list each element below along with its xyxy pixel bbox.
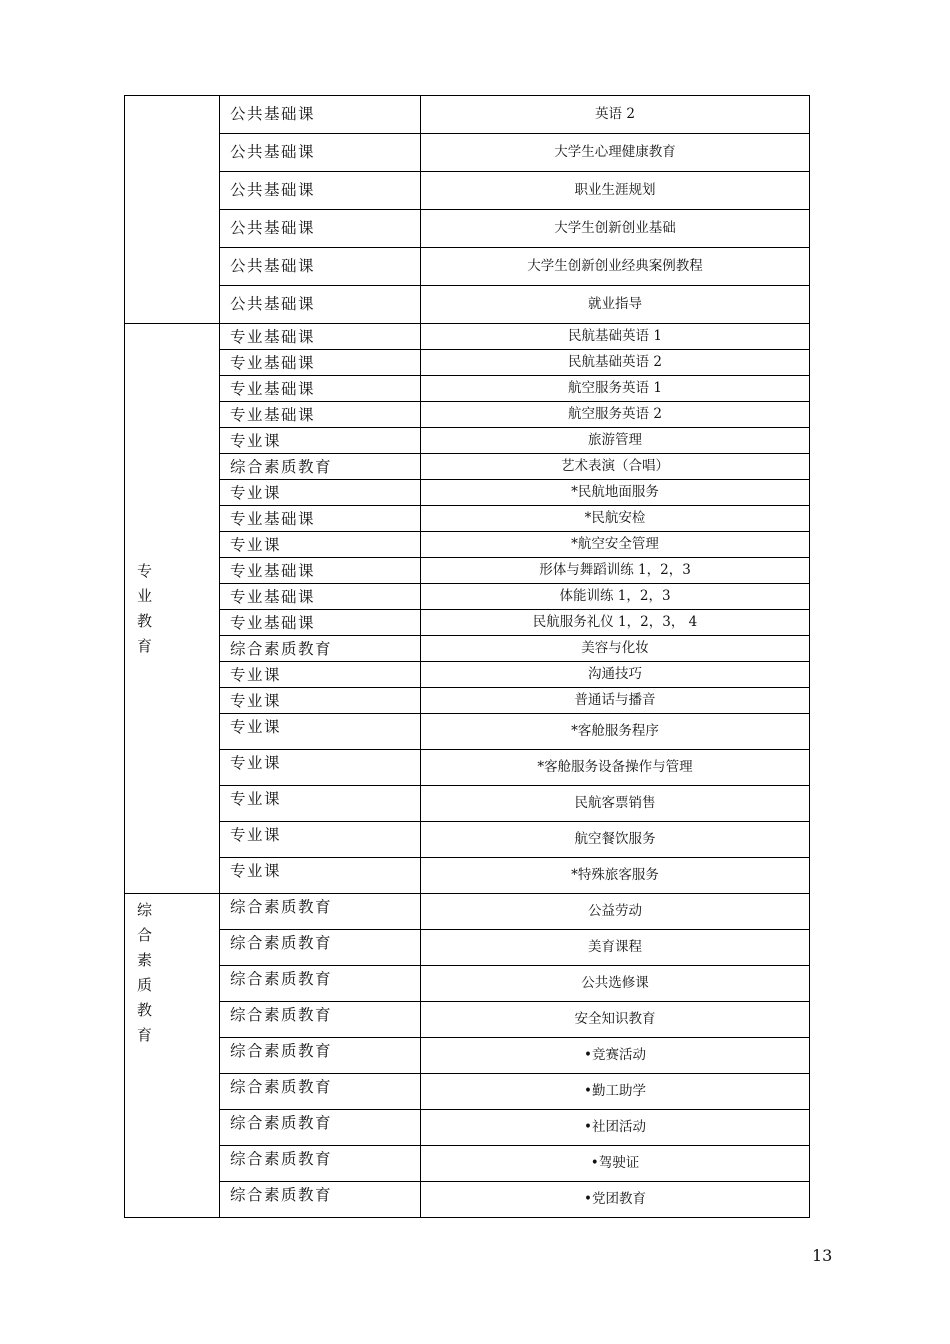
table-row — [125, 172, 810, 210]
course-type-cell: 公共基础课 — [220, 210, 421, 248]
course-name-cell: 公益劳动 — [421, 894, 810, 930]
course-name-cell: *民航地面服务 — [421, 480, 810, 506]
category-label: 综合素质教育 — [137, 901, 153, 1044]
course-type-cell: 综合素质教育 — [220, 894, 421, 930]
table-row — [125, 558, 810, 584]
table-row — [125, 1182, 810, 1218]
course-type-cell: 综合素质教育 — [220, 1038, 421, 1074]
table-row — [125, 714, 810, 750]
table-row — [125, 480, 810, 506]
course-name-cell: •勤工助学 — [421, 1074, 810, 1110]
table-row — [125, 1146, 810, 1182]
course-name-cell: 美容与化妆 — [421, 636, 810, 662]
course-type-cell: 综合素质教育 — [220, 1110, 421, 1146]
course-type-cell: 综合素质教育 — [220, 1074, 421, 1110]
category-cell — [125, 324, 220, 894]
course-name-cell: *特殊旅客服务 — [421, 858, 810, 894]
table-row — [125, 350, 810, 376]
course-name-cell: 大学生创新创业经典案例教程 — [421, 248, 810, 286]
course-type-cell: 专业基础课 — [220, 324, 421, 350]
table-row — [125, 662, 810, 688]
course-name-cell: 旅游管理 — [421, 428, 810, 454]
course-type-cell: 公共基础课 — [220, 134, 421, 172]
table-row — [125, 402, 810, 428]
course-name-cell: 民航基础英语 2 — [421, 350, 810, 376]
course-name-cell: *客舱服务程序 — [421, 714, 810, 750]
course-type-cell: 综合素质教育 — [220, 636, 421, 662]
course-name-cell: 航空餐饮服务 — [421, 822, 810, 858]
table-row — [125, 786, 810, 822]
course-name-cell: •社团活动 — [421, 1110, 810, 1146]
course-table-body — [125, 96, 810, 1218]
table-row — [125, 688, 810, 714]
course-name-cell: 安全知识教育 — [421, 1002, 810, 1038]
table-row — [125, 376, 810, 402]
course-type-cell: 专业课 — [220, 480, 421, 506]
table-row — [125, 894, 810, 930]
course-name-cell: 沟通技巧 — [421, 662, 810, 688]
course-type-cell: 专业课 — [220, 688, 421, 714]
table-row — [125, 248, 810, 286]
course-type-cell: 专业基础课 — [220, 350, 421, 376]
course-table — [124, 95, 810, 1218]
course-name-cell: 职业生涯规划 — [421, 172, 810, 210]
course-name-cell: 大学生创新创业基础 — [421, 210, 810, 248]
table-row — [125, 428, 810, 454]
course-name-cell: 民航基础英语 1 — [421, 324, 810, 350]
course-type-cell: 专业基础课 — [220, 376, 421, 402]
course-name-cell: 就业指导 — [421, 286, 810, 324]
course-type-cell: 专业基础课 — [220, 402, 421, 428]
course-type-cell: 公共基础课 — [220, 96, 421, 134]
course-name-cell: •党团教育 — [421, 1182, 810, 1218]
category-cell — [125, 96, 220, 324]
course-name-cell: 体能训练 1，2，3 — [421, 584, 810, 610]
course-name-cell: 英语 2 — [421, 96, 810, 134]
table-row — [125, 210, 810, 248]
table-row — [125, 134, 810, 172]
course-name-cell: 普通话与播音 — [421, 688, 810, 714]
table-row — [125, 1038, 810, 1074]
course-type-cell: 综合素质教育 — [220, 1146, 421, 1182]
page-number: 13 — [812, 1246, 833, 1265]
course-type-cell: 公共基础课 — [220, 248, 421, 286]
table-row — [125, 930, 810, 966]
table-row — [125, 636, 810, 662]
table-row — [125, 822, 810, 858]
table-row — [125, 454, 810, 480]
course-name-cell: *航空安全管理 — [421, 532, 810, 558]
table-row — [125, 1002, 810, 1038]
course-name-cell: *客舱服务设备操作与管理 — [421, 750, 810, 786]
course-type-cell: 专业基础课 — [220, 506, 421, 532]
course-name-cell: 形体与舞蹈训练 1，2，3 — [421, 558, 810, 584]
table-row — [125, 506, 810, 532]
table-row — [125, 610, 810, 636]
course-type-cell: 综合素质教育 — [220, 1002, 421, 1038]
course-name-cell: 艺术表演（合唱） — [421, 454, 810, 480]
course-type-cell: 公共基础课 — [220, 286, 421, 324]
table-row — [125, 1110, 810, 1146]
table-row — [125, 858, 810, 894]
course-name-cell: 航空服务英语 1 — [421, 376, 810, 402]
course-name-cell: •竞赛活动 — [421, 1038, 810, 1074]
course-type-cell: 专业课 — [220, 858, 421, 894]
category-label: 专业教育 — [137, 561, 153, 655]
table-row — [125, 532, 810, 558]
course-name-cell: *民航安检 — [421, 506, 810, 532]
table-row — [125, 96, 810, 134]
course-type-cell: 专业课 — [220, 750, 421, 786]
course-type-cell: 综合素质教育 — [220, 1182, 421, 1218]
category-cell — [125, 894, 220, 1218]
table-row — [125, 286, 810, 324]
course-type-cell: 综合素质教育 — [220, 454, 421, 480]
course-type-cell: 专业课 — [220, 532, 421, 558]
table-row — [125, 966, 810, 1002]
course-type-cell: 公共基础课 — [220, 172, 421, 210]
course-type-cell: 专业基础课 — [220, 558, 421, 584]
course-type-cell: 综合素质教育 — [220, 966, 421, 1002]
course-name-cell: 公共选修课 — [421, 966, 810, 1002]
table-row — [125, 584, 810, 610]
course-type-cell: 专业课 — [220, 428, 421, 454]
course-name-cell: 大学生心理健康教育 — [421, 134, 810, 172]
course-type-cell: 专业课 — [220, 714, 421, 750]
course-name-cell: 民航服务礼仪 1，2，3， 4 — [421, 610, 810, 636]
course-type-cell: 专业课 — [220, 662, 421, 688]
course-name-cell: 航空服务英语 2 — [421, 402, 810, 428]
course-type-cell: 专业课 — [220, 822, 421, 858]
course-type-cell: 专业课 — [220, 786, 421, 822]
table-row — [125, 324, 810, 350]
course-name-cell: 美育课程 — [421, 930, 810, 966]
course-type-cell: 专业基础课 — [220, 584, 421, 610]
table-row — [125, 1074, 810, 1110]
course-type-cell: 专业基础课 — [220, 610, 421, 636]
course-name-cell: •驾驶证 — [421, 1146, 810, 1182]
course-name-cell: 民航客票销售 — [421, 786, 810, 822]
table-row — [125, 750, 810, 786]
course-type-cell: 综合素质教育 — [220, 930, 421, 966]
